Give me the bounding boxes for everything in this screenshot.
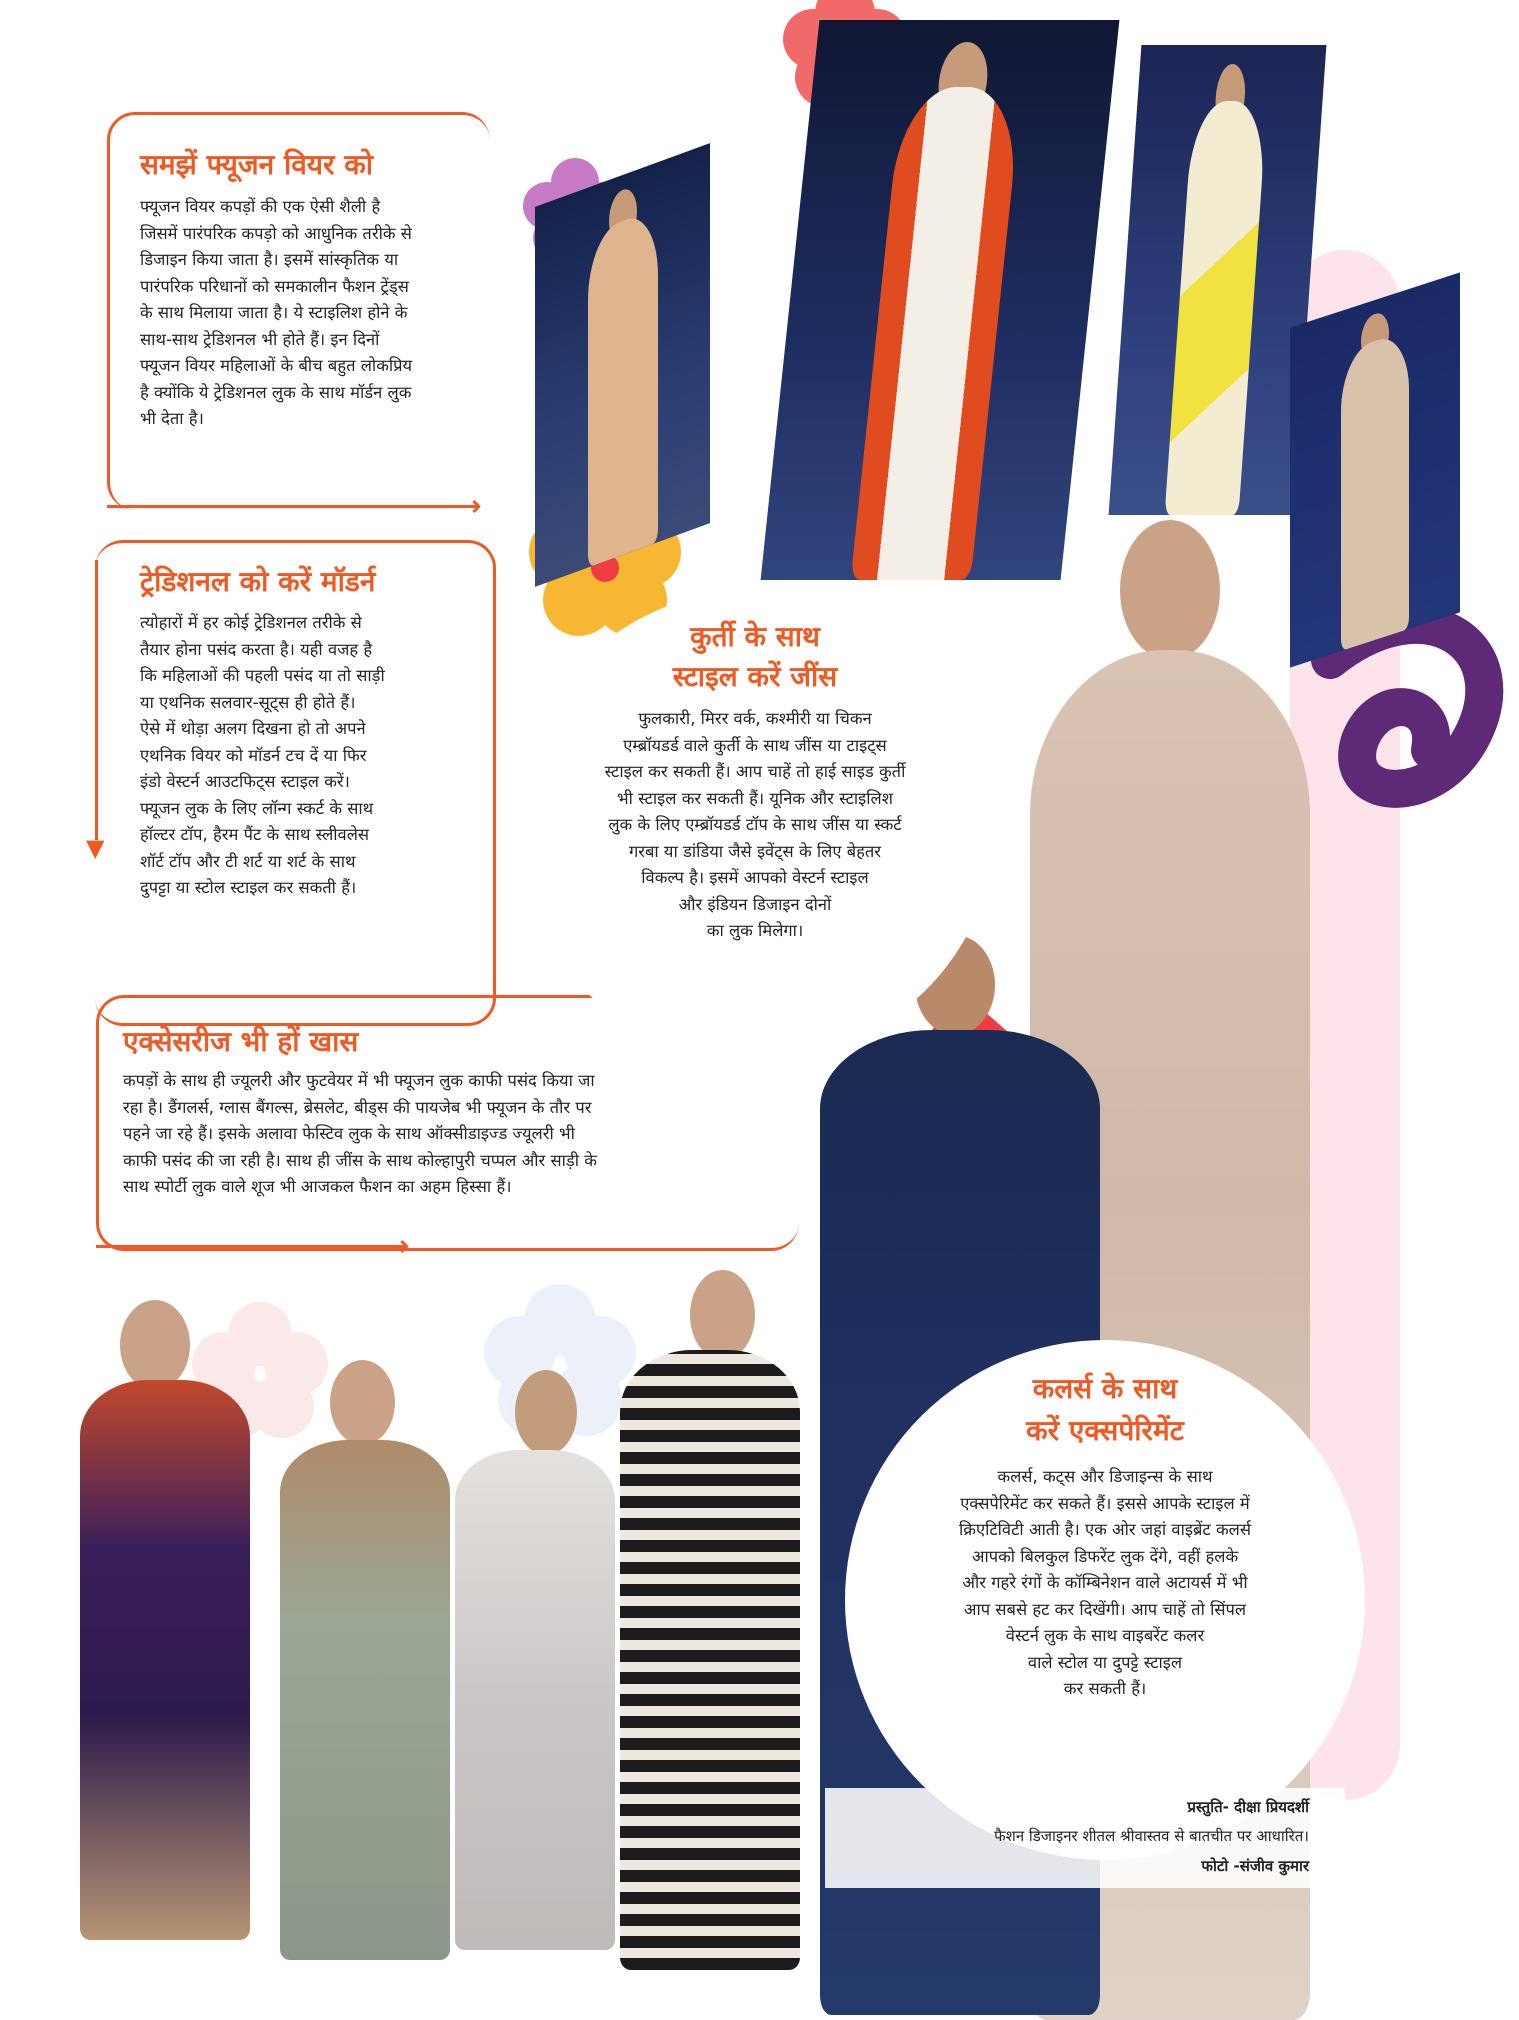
model-outfit [620,1350,800,1970]
body-traditional-modern: त्योहारों में हर कोई ट्रेडिशनल तरीके से तैयार होना पसंद करता है। यही वजह है कि महिलाओं की पहली पसंद या तो साड़ी या एथनिक सलवार-सूट्स ही होते हैं। ऐसे में थोड़ा अलग दिखना हो तो अपने एथनिक वियर को मॉडर्न टच दें या फिर इंडो वेस्टर्न आउटफिट्स स्टाइल करें। फ्यूजन लुक के लिए लॉन्ग स्कर्ट के साथ हॉल्टर टॉप, हैरम पैंट के साथ स्लीवलेस शॉर्ट टॉप और टी शर्ट या शर्ट के साथ दुपट्टा या स्टोल स्टाइल कर सकती हैं। [140,613,385,897]
model-face [120,1300,190,1390]
model-face [1120,520,1220,660]
arrow-right-icon: ➜ [390,1232,411,1260]
heading-traditional-modern: ट्रेडिशनल को करें मॉडर्न [140,565,376,598]
model-outfit [80,1380,250,1940]
arrow-down-icon: ▼ [86,834,105,862]
credit-based-on: फैशन डिजाइनर शीतल श्रीवास्तव से बातचीत पर आधारित। [994,1827,1309,1845]
body-kurti-jeans: फुलकारी, मिरर वर्क, कश्मीरी या चिकन एम्ब्रॉयडर्ड वाले कुर्ती के साथ जींस या टाइट्स स्टाइल कर सकती हैं। आप चाहें तो हाई साइड कुर्ती भी स्टाइल कर सकती हैं। यूनिक और स्टाइलिश लुक के लिए एम्ब्रॉयडर्ड टॉप के साथ जींस या स्कर्ट गरबा या डांडिया जैसे इवेंट्स के लिए बेहतर विकल्प है। इसमें आपको वेस्टर्न स्टाइल और इंडियन डिजाइन दोनों का लुक मिलेगा। [604,709,906,940]
credit-photo: फोटो -संजीव कुमार [1201,1857,1309,1875]
model-outfit [455,1450,615,1950]
heading-kurti-jeans: कुर्ती के साथ स्टाइल करें जींस [672,620,838,693]
model-outfit [280,1440,450,1960]
body-colors-experiment: कलर्स, कट्स और डिजाइन्स के साथ एक्सपेरिमेंट कर सकते हैं। इससे आपके स्टाइल में क्रिएटिविटी आती है। एक ओर जहां वाइब्रेंट कलर्स आपको बिलकुल डिफरेंट लुक देंगे, वहीं हलके और गहरे रंगों के कॉम्बिनेशन वाले अटायर्स में भी आप सबसे हट कर दिखेंगी। आप चाहें तो सिंपल वेस्टर्न लुक के साथ वाइबरेंट कलर वाले स्टोल या दुपट्टे स्टाइल कर सकती हैं। [959,1467,1251,1698]
model-face [690,1270,755,1360]
photo-model-1 [535,143,710,587]
arrow-right-icon: ➜ [462,492,483,520]
divider-line [107,505,467,508]
divider-line [96,1245,396,1248]
divider-line [95,560,98,840]
model-face [515,1370,577,1455]
heading-colors-experiment: कलर्स के साथ करें एक्सपेरिमेंट [1026,1372,1184,1447]
photo-model-2 [761,20,1120,580]
body-fusion-wear: फ्यूजन वियर कपड़ों की एक ऐसी शैली है जिसमें पारंपरिक कपड़ो को आधुनिक तरीके से डिजाइन किया जाता है। इसमें सांस्कृतिक या पारंपरिक परिधानों को समकालीन फैशन ट्रेंड्स के साथ मिलाया जाता है। ये स्टाइलिश होने के साथ-साथ ट्रेडिशनल भी होते हैं। इन दिनों फ्यूजन वियर महिलाओं के बीच बहुत लोकप्रिय है क्योंकि ये ट्रेडिशनल लुक के साथ मॉर्डन लुक भी देता है। [140,197,413,428]
model-face [330,1360,395,1445]
credit-presented-by: प्रस्तुति- दीक्षा प्रियदर्शी [1187,1798,1309,1816]
body-accessories: कपड़ों के साथ ही ज्यूलरी और फुटवेयर में भी फ्यूजन लुक काफी पसंद किया जा रहा है। डैंगलर्स, ग्लास बैंगल्स, ब्रेसलेट, बीड्स की पायजेब भी फ्यूजन के तौर पर पहने जा रहे हैं। इसके अलावा फेस्टिव लुक के साथ ऑक्सीडाइज्ड ज्यूलरी भी काफी पसंद की जा रही है। साथ ही जींस के साथ कोल्हापुरी चप्पल और साड़ी के साथ स्पोर्टी लुक वाले शूज भी आजकल फैशन का अहम हिस्सा हैं। [123,1071,597,1196]
heading-accessories: एक्सेसरीज भी हों खास [123,1025,359,1058]
heading-fusion-wear: समझें फ्यूजन वियर को [140,148,373,181]
photo-model-group [0,1270,900,2015]
